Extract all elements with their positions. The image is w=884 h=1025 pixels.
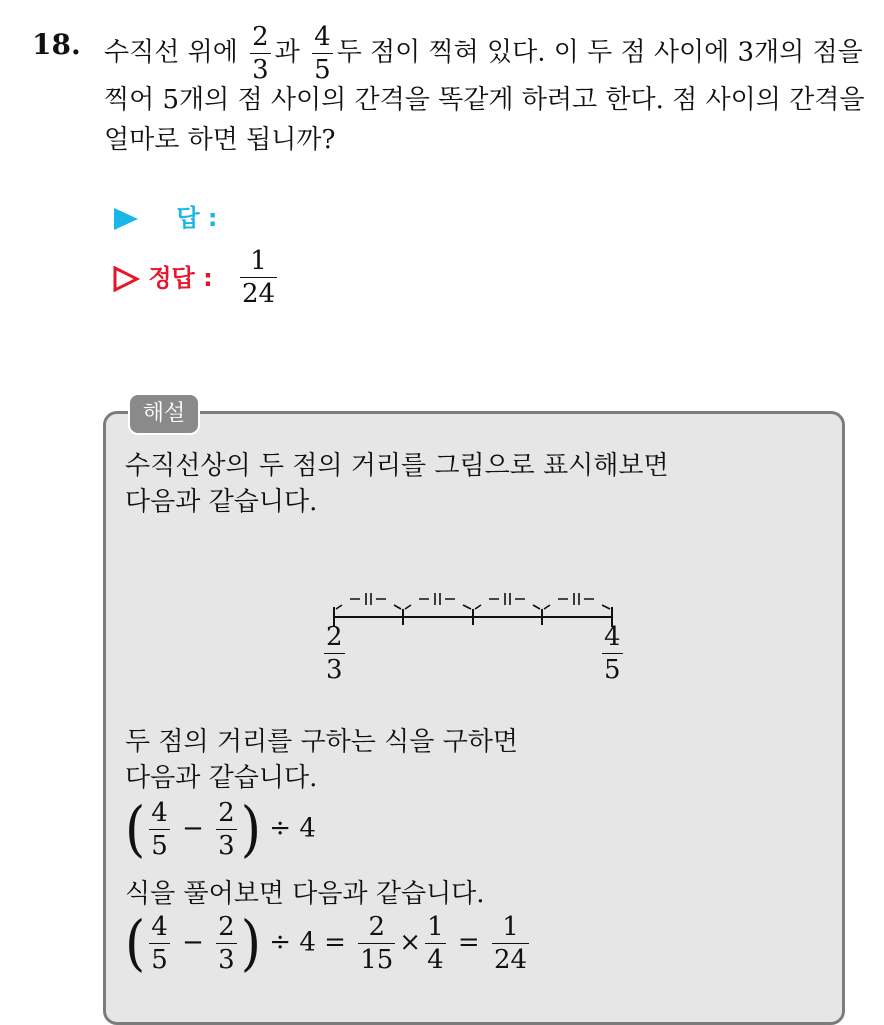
- expression-1: ( $\frac{4}{5}$ − $\frac{2}{3}$ ) ÷ 4: [125, 795, 316, 864]
- answer-row: [112, 198, 218, 233]
- problem-line-1: [104, 24, 863, 83]
- explanation-text-1: 수직선상의 두 점의 거리를 그림으로 표시해보면: [125, 451, 669, 481]
- problem-text: 수직선 위에: [104, 37, 238, 68]
- problem-text: 두 점이 찍혀 있다. 이 두 점 사이에 3개의 점을: [336, 37, 863, 68]
- problem-line-2: 찍어 5개의 점 사이의 간격을 똑같게 하려고 한다. 점 사이의 간격을: [104, 85, 865, 115]
- explanation-text-2: 다음과 같습니다.: [125, 487, 318, 517]
- answer-label: 답 :: [176, 204, 218, 232]
- correct-answer-row: [112, 258, 213, 293]
- fraction-four-fifths: $\frac{4}{5}$: [314, 22, 331, 85]
- explanation-text-5: 식을 풀어보면 다음과 같습니다.: [125, 879, 485, 909]
- explanation-tag: 해설: [128, 393, 200, 435]
- outline-arrow-icon: [112, 265, 140, 293]
- diagram-left-label: [320, 624, 349, 683]
- segment-mark-4: [544, 593, 610, 609]
- problem-line-3: 얼마로 하면 됩니까?: [104, 125, 336, 155]
- segment-mark-2: [405, 593, 471, 609]
- play-arrow-icon: [112, 206, 140, 232]
- fraction-one-24th: $\frac{1}{24}$: [242, 246, 276, 309]
- problem-number: 18.: [32, 28, 81, 61]
- fraction-two-thirds: $\frac{2}{3}$: [326, 622, 343, 685]
- fraction-two-thirds: $\frac{2}{3}$: [252, 22, 269, 85]
- explanation-text-4: 다음과 같습니다.: [125, 763, 318, 793]
- explanation-text-3: 두 점의 거리를 구하는 식을 구하면: [125, 727, 518, 757]
- number-line-diagram: [320, 585, 630, 635]
- problem-text: 과: [274, 37, 300, 68]
- diagram-right-label: [598, 624, 627, 683]
- expression-2: ( $\frac{4}{5}$ − $\frac{2}{3}$ ) ÷ 4 = $\frac{2}{15}$ × $\frac{1}{4}$ = $\frac{1}{24}$: [125, 909, 528, 978]
- fraction-four-fifths: $\frac{4}{5}$: [604, 622, 621, 685]
- segment-mark-3: [475, 593, 540, 609]
- correct-answer-label: 정답 :: [148, 264, 213, 292]
- segment-mark-1: [336, 593, 401, 609]
- correct-answer-value: [236, 248, 281, 307]
